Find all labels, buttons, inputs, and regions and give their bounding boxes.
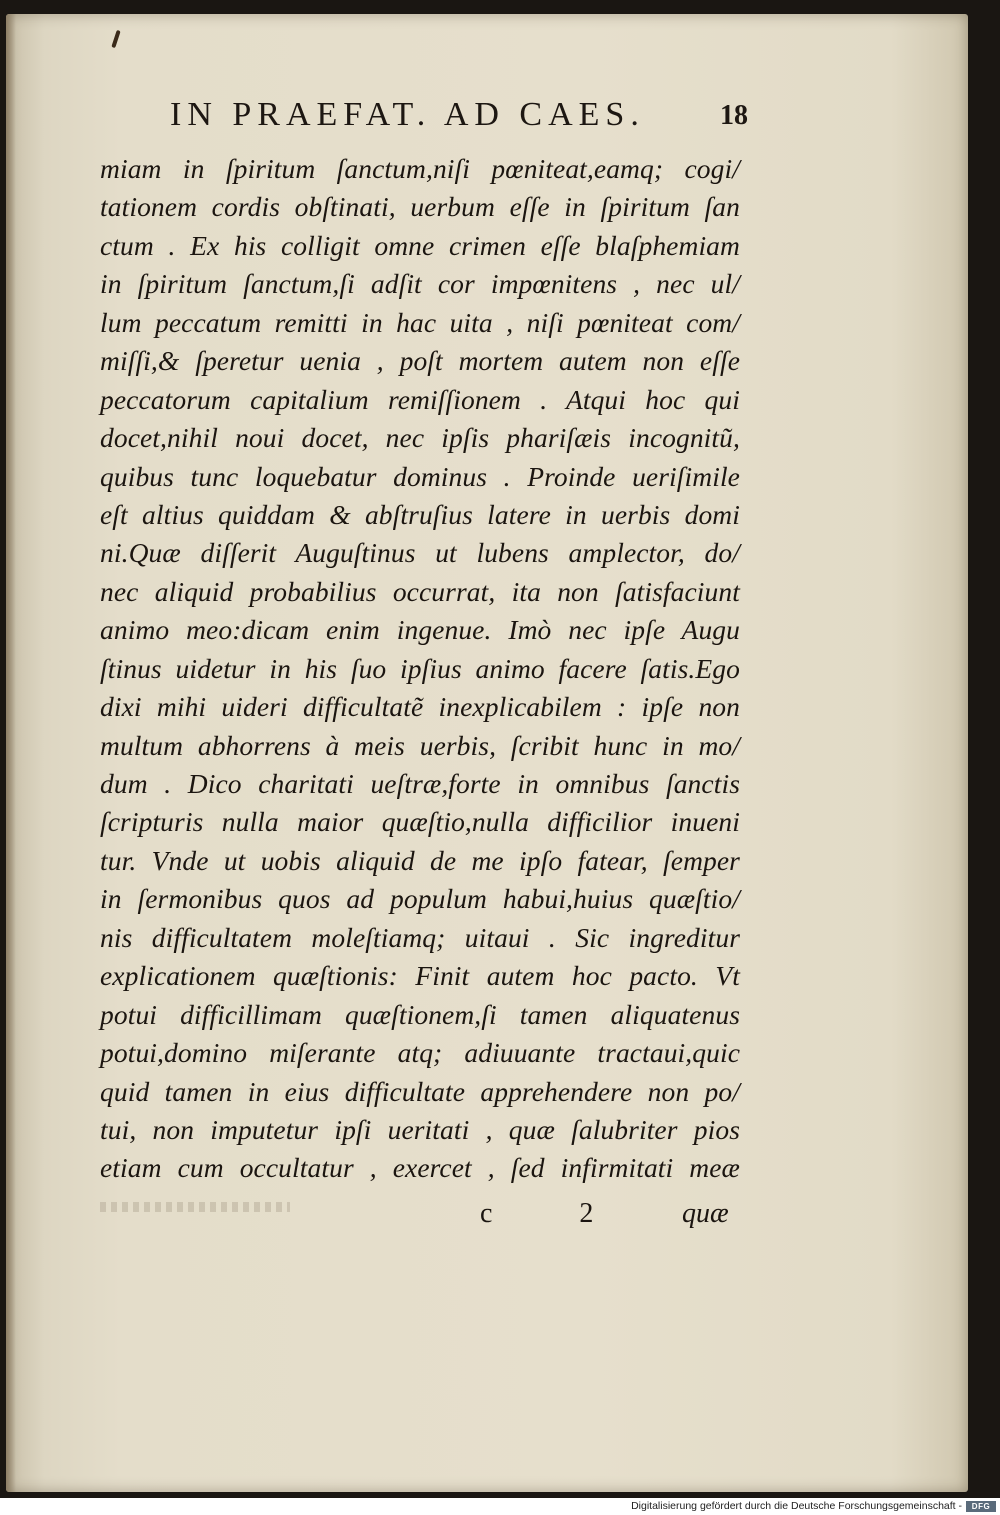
text-line: animo meo:dicam enim ingenue. Imò nec ipſe Augu <box>100 614 740 646</box>
text-line: dixi mihi uideri difficultatẽ inexplicabilem : ipſe non <box>100 691 740 723</box>
text-line: potui,domino miſerante atq; adiuuante tractaui,quic <box>100 1037 740 1069</box>
page-footer <box>100 1196 740 1236</box>
catchword: quæ <box>682 1198 729 1229</box>
text-line: lum peccatum remitti in hac uita , niſi pœniteat com/ <box>100 306 740 338</box>
text-line: ni.Quæ diſſerit Auguſtinus ut lubens amplector, do/ <box>100 537 740 569</box>
credit-bar <box>0 1498 1000 1515</box>
running-head: IN PRAEFAT. AD CAES. <box>170 96 645 133</box>
text-line: nec aliquid probabilius occurrat, ita non ſatisfaciunt <box>100 575 740 607</box>
text-line: in ſpiritum ſanctum,ſi adſit cor impœnitens , nec ul/ <box>100 268 740 300</box>
text-line: ſtinus uidetur in his ſuo ipſius animo facere ſatis.Ego <box>100 652 740 684</box>
text-line: multum abhorrens à meis uerbis, ſcribit hunc in mo/ <box>100 729 740 761</box>
dfg-logo: DFG <box>966 1501 996 1512</box>
page-number: 18 <box>720 100 748 131</box>
text-line: eſt altius quiddam & abſtruſius latere in uerbis domi <box>100 498 740 530</box>
text-line: peccatorum capitalium remiſſionem . Atqui hoc qui <box>100 383 740 415</box>
text-line: in ſermonibus quos ad populum habui,huius quæſtio/ <box>100 883 740 915</box>
funding-credit: Digitalisierung gefördert durch die Deutsche Forschungsgemeinschaft - <box>631 1500 962 1512</box>
text-line: miam in ſpiritum ſanctum,niſi pœniteat,eamq; cogi/ <box>100 153 740 184</box>
text-line: potui difficillimam quæſtionem,ſi tamen aliquatenus <box>100 998 740 1030</box>
text-line: etiam cum occultatur , exercet , ſed infirmitati meæ <box>100 1152 740 1184</box>
text-line: quid tamen in eius difficultate apprehendere non po/ <box>100 1075 740 1107</box>
text-line: nis difficultatem moleſtiamq; uitaui . Sic ingreditur <box>100 921 740 953</box>
text-line: explicationem quæſtionis: Finit autem hoc pacto. Vt <box>100 960 740 992</box>
text-line: ſcripturis nulla maior quæſtio,nulla difficilior inueni <box>100 806 740 838</box>
text-line: miſſi,& ſperetur uenia , poſt mortem autem non eſſe <box>100 345 740 377</box>
text-line: tui, non imputetur ipſi ueritati , quæ ſalubriter pios <box>100 1113 740 1145</box>
text-line: docet,nihil noui docet, nec ipſis phariſæis incognitũ, <box>100 422 740 454</box>
text-line: ctum . Ex his colligit omne crimen eſſe blaſphemiam <box>100 229 740 261</box>
page-gutter-shadow <box>6 14 16 1492</box>
signature-mark: c 2 <box>480 1198 594 1229</box>
text-block <box>100 150 740 1188</box>
text-line: tur. Vnde ut uobis aliquid de me ipſo fatear, ſemper <box>100 844 740 876</box>
text-line: tationem cordis obſtinati, uerbum eſſe in ſpiritum ſan <box>100 191 740 223</box>
text-line: quibus tunc loquebatur dominus . Proinde ueriſimile <box>100 460 740 492</box>
ink-mark <box>111 30 120 48</box>
text-line: dum . Dico charitati ueſtræ,forte in omnibus ſanctis <box>100 768 740 799</box>
